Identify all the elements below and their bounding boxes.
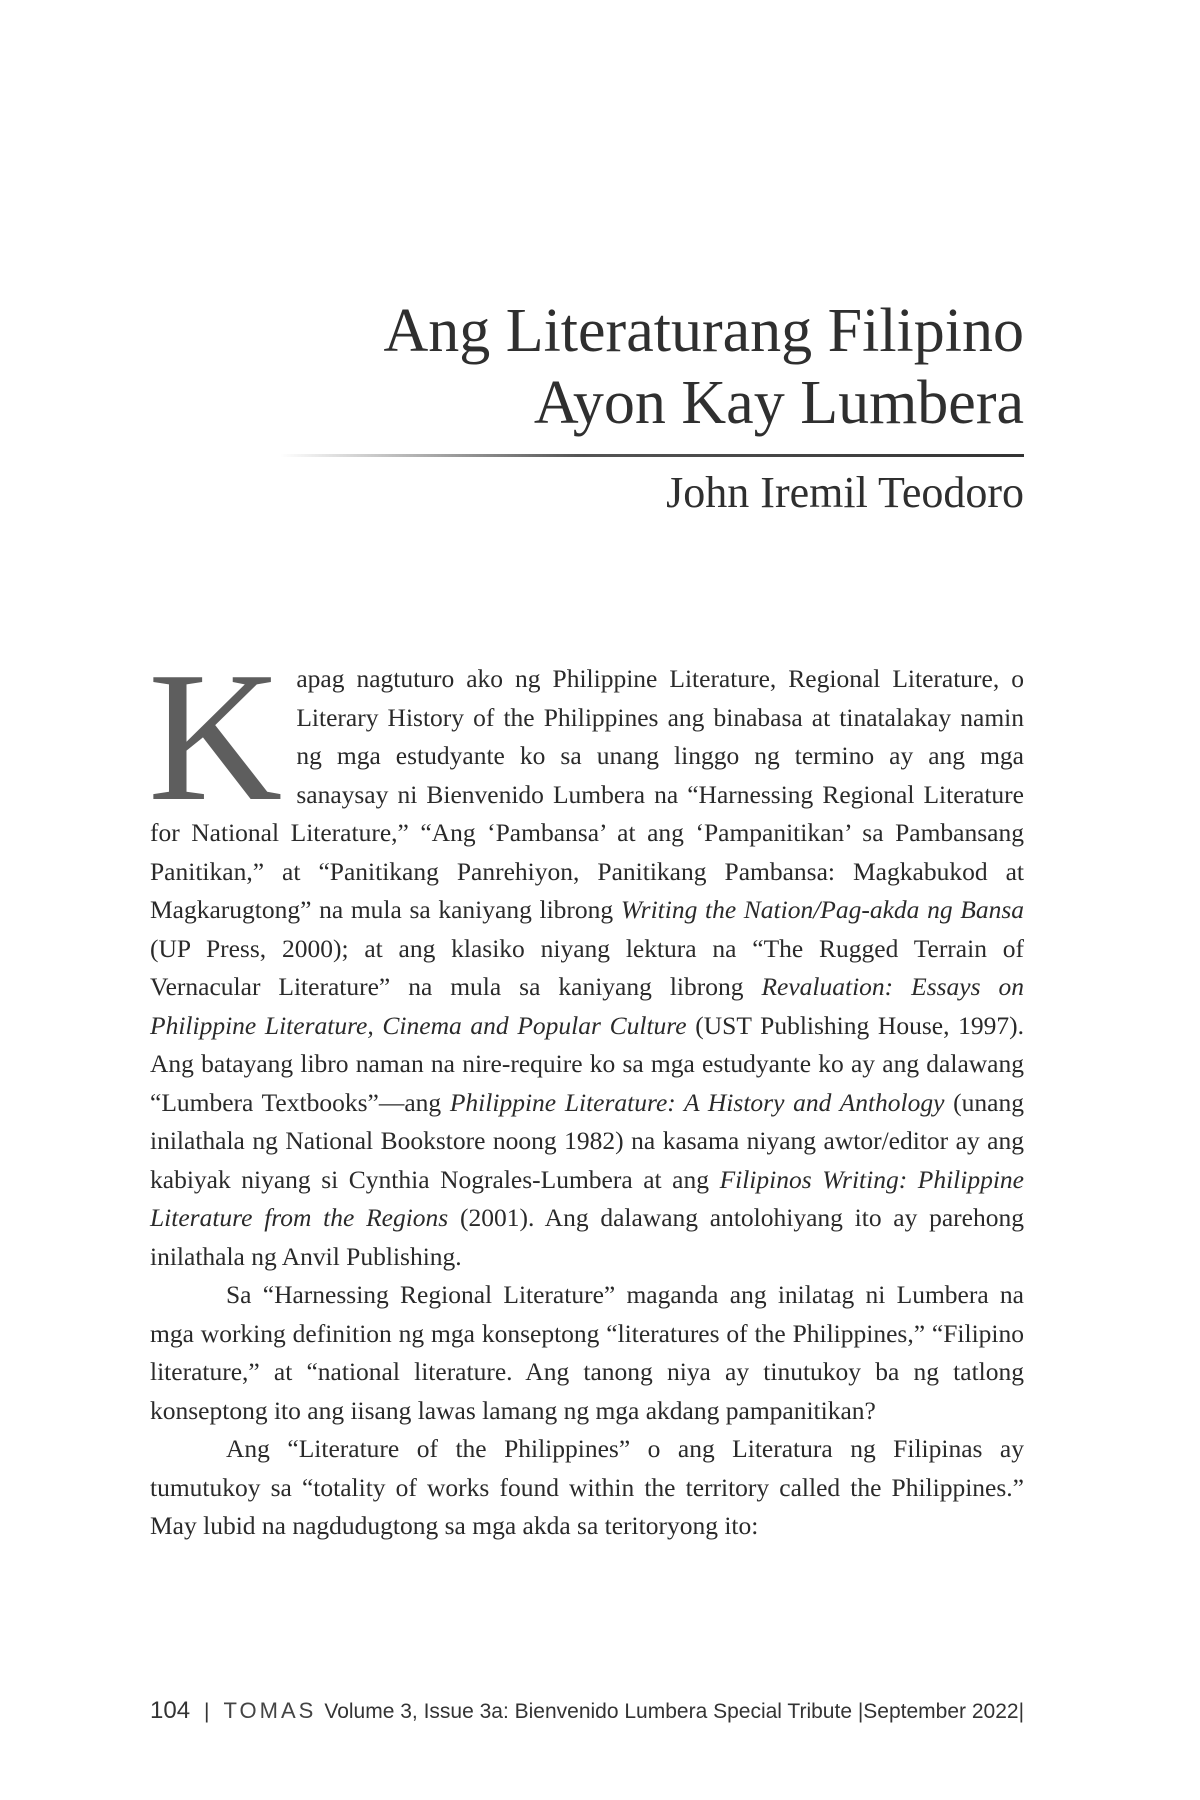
article-title — [150, 295, 1024, 439]
paragraph-2: Sa “Harnessing Regional Literature” maganda ang inilatag ni Lumbera na mga working definition ng mga konseptong “literatures of the Philippines,” “Filipino literature,” at “national literature. Ang tanong niya ay tinutukoy ba ng tatlong konseptong ito ang iisang lawas lamang ng mga akdang pampanitikan? — [150, 1280, 1024, 1425]
issue-info: Volume 3, Issue 3a: Bienvenido Lumbera Special Tribute |September 2022| — [324, 1700, 1025, 1723]
footer-separator: | — [204, 1700, 210, 1723]
paragraph-1-text-1: apag nagtuturo ako ng Philippine Literature, Regional Literature, o Literary History of the Philippines ang binabasa at tinatalakay namin ng mga estudyante ko sa unang linggo ng termino ay ang mga sanaysay ni Bienvenido Lumbera na “Harnessing Regional Literature for National Literature,” “Ang ‘Pambansa’ at ang ‘Pampanitikan’ sa Pambansang Panitikan,” at “Panitikang Panrehiyon, Panitikang Pambansa: Magkabukod at Magkarugtong” na mula sa kaniyang librong — [150, 664, 1024, 924]
paragraph-1-text-4: (unang inilathala ng National Bookstore noong 1982) na kasama niyang awtor/editor ay ang kabiyak niyang si Cynthia Nograles-Lumbera at ang — [150, 1087, 1024, 1194]
paragraph-1-text-5: (2001). Ang dalawang antolohiyang ito ay parehong inilathala ng Anvil Publishing. — [150, 1203, 1024, 1271]
page-footer — [150, 1697, 1050, 1725]
book-title-writing-the-nation: Writing the Nation/Pag-akda ng Bansa — [620, 895, 1024, 924]
book-title-revaluation: Revaluation: Essays on Philippine Literature, Cinema and Popular Culture — [150, 972, 1025, 1040]
book-title-filipinos-writing: Filipinos Writing: Philippine Literature from the Regions — [150, 1164, 1024, 1232]
title-divider — [280, 454, 1024, 457]
title-line-2: Ayon Kay Lumbera — [533, 369, 1024, 437]
journal-name: TOMAS — [223, 1698, 317, 1723]
article-body — [148, 634, 1025, 1546]
paragraph-1 — [148, 634, 1025, 1276]
paragraph-1-text-2: (UP Press, 2000); at ang klasiko niyang lektura na “The Rugged Terrain of Vernacular Literature” na mula sa kaniyang librong — [150, 933, 1024, 1001]
paragraph-3: Ang “Literature of the Philippines” o ang Literatura ng Filipinas ay tumutukoy sa “totality of works found within the territory called the Philippines.” May lubid na nagdudugtong sa mga akda sa teritoryong ito: — [150, 1434, 1024, 1540]
paragraph-1-text-3: (UST Publishing House, 1997). Ang batayang libro naman na nire-require ko sa mga estudyante ko ay ang dalawang “Lumbera Textbooks”—ang — [150, 1010, 1025, 1117]
book-title-philippine-literature: Philippine Literature: A History and Anthology — [449, 1087, 945, 1117]
drop-cap: K — [148, 634, 283, 840]
author-name: John Iremil Teodoro — [666, 468, 1024, 517]
title-line-1: Ang Literaturang Filipino — [383, 297, 1024, 365]
page-number: 104 — [150, 1697, 191, 1724]
